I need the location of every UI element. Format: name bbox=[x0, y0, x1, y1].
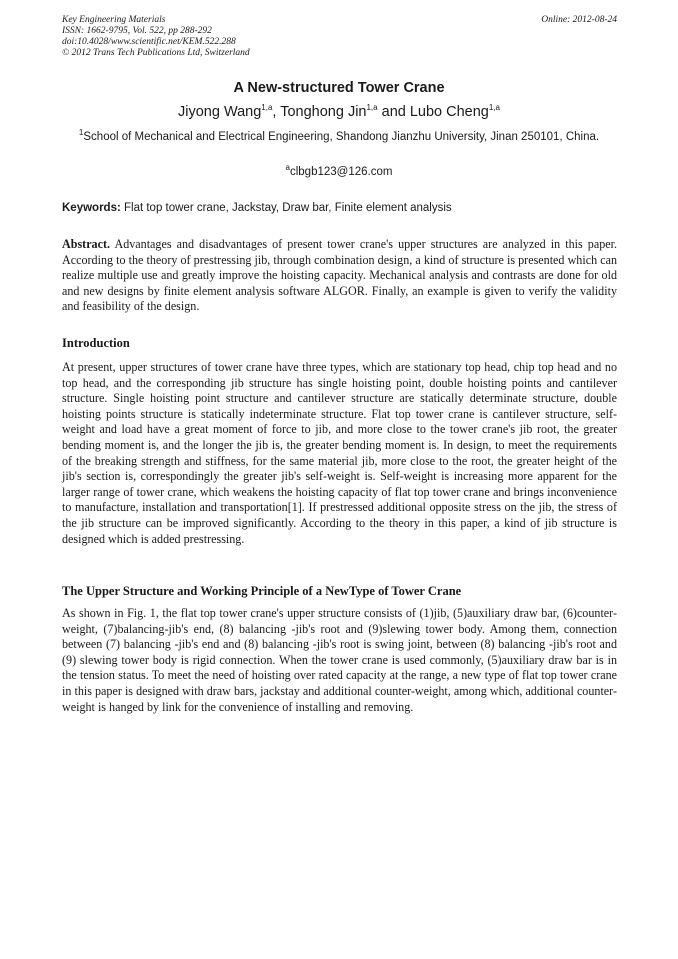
upper-structure-heading: The Upper Structure and Working Principle of a NewType of Tower Crane bbox=[62, 584, 462, 598]
journal-header bbox=[62, 15, 617, 59]
abstract-label: Abstract. bbox=[62, 237, 111, 251]
affiliation-text: School of Mechanical and Electrical Engineering, Shandong Jianzhu University, Jinan 250101, China. bbox=[83, 131, 600, 143]
paper-title: A New-structured Tower Crane bbox=[233, 80, 445, 96]
keywords-text: Flat top tower crane, Jackstay, Draw bar, Finite element analysis bbox=[120, 202, 452, 214]
author-separator: and bbox=[377, 104, 410, 120]
journal-name: Key Engineering Materials bbox=[62, 15, 166, 25]
doi-line: doi:10.4028/www.scientific.net/KEM.522.288 bbox=[62, 37, 236, 47]
author-list bbox=[0, 104, 678, 120]
email-address: clbgb123@126.com bbox=[289, 166, 393, 178]
introduction-heading: Introduction bbox=[62, 336, 130, 350]
introduction-paragraph: At present, upper structures of tower crane have three types, which are stationary top head, chip top head and no top head, and the corresponding jib structure has single hoisting point, double hoisting points and cantilever structure. Single hoisting point structure and cantilever structure are statically determinate structure, double hoisting points structure is statically indeterminate structure. Flat top tower crane is cantilever structure, self-weight and load have a great moment of force to jib, and more close to the tower crane's jib root, the greater bending moment is, and the longer the jib is, the greater bending moment is. In design, to meet the requirements of the breaking strength and stiffness, for the same material jib, more close to the root, the greater height of the jib's section is, correspondingly the greater jib's self-weight is. Self-weight is increasing more apparent for the larger range of tower crane, which weakens the hoisting capacity of flat top tower crane and brings inconvenience to manufacture, installation and transportation[1]. If prestressed additional opposite stress on the jib, the stress of the jib structure can be improved significantly. According to the theory in this paper, a kind of jib structure is designed which is added prestressing. bbox=[62, 360, 617, 546]
author-affiliation-mark: 1,a bbox=[261, 103, 273, 113]
keywords-label: Keywords: bbox=[62, 202, 121, 214]
author-name: Tonghong Jin bbox=[280, 104, 367, 120]
upper-structure-paragraph: As shown in Fig. 1, the flat top tower crane's upper structure consists of (1)jib, (5)auxiliary draw bar, (6)counter-weight, (7)balancing-jib's end, (8) balancing -jib's root and (9)slewing tower body. Among them, connection between (7) balancing -jib's end and (8) balancing -jib's root is swing joint, between (8) balancing -jib's root and (9) slewing tower body is rigid connection. When the tower crane is used commonly, (5)auxiliary draw bar is in the tension status. To meet the need of hoisting over rated capacity at the range, a new type of flat top tower crane in this paper is designed with draw bars, jackstay and additional counter-weight, among which, additional counter-weight is hanged by link for the convenience of installing and removing. bbox=[62, 606, 617, 714]
issn-line: ISSN: 1662-9795, Vol. 522, pp 288-292 bbox=[62, 26, 212, 36]
author-affiliation-mark: 1,a bbox=[366, 103, 378, 113]
affiliation bbox=[75, 130, 603, 145]
keywords bbox=[62, 202, 617, 214]
affiliation-mark: 1 bbox=[78, 128, 84, 138]
author-name: Lubo Cheng bbox=[409, 104, 489, 120]
contact-email bbox=[0, 163, 678, 178]
copyright-line: © 2012 Trans Tech Publications Ltd, Switzerland bbox=[62, 48, 250, 58]
author-affiliation-mark: 1,a bbox=[488, 103, 500, 113]
abstract-text: Advantages and disadvantages of present tower crane's upper structures are analyzed in this paper. According to the theory of prestressing jib, through combination design, a kind of structure is presented which can realize multiple use and greatly improve the hoisting capacity. Mechanical analysis and contrasts are done for old and new designs by finite element analysis software ALGOR. Finally, an example is given to verify the validity and feasibility of the design. bbox=[62, 237, 617, 314]
author-separator: , bbox=[272, 104, 281, 120]
author-name: Jiyong Wang bbox=[178, 104, 262, 120]
email-mark: a bbox=[285, 163, 290, 173]
abstract bbox=[62, 237, 617, 315]
online-date: Online: 2012-08-24 bbox=[541, 15, 617, 25]
